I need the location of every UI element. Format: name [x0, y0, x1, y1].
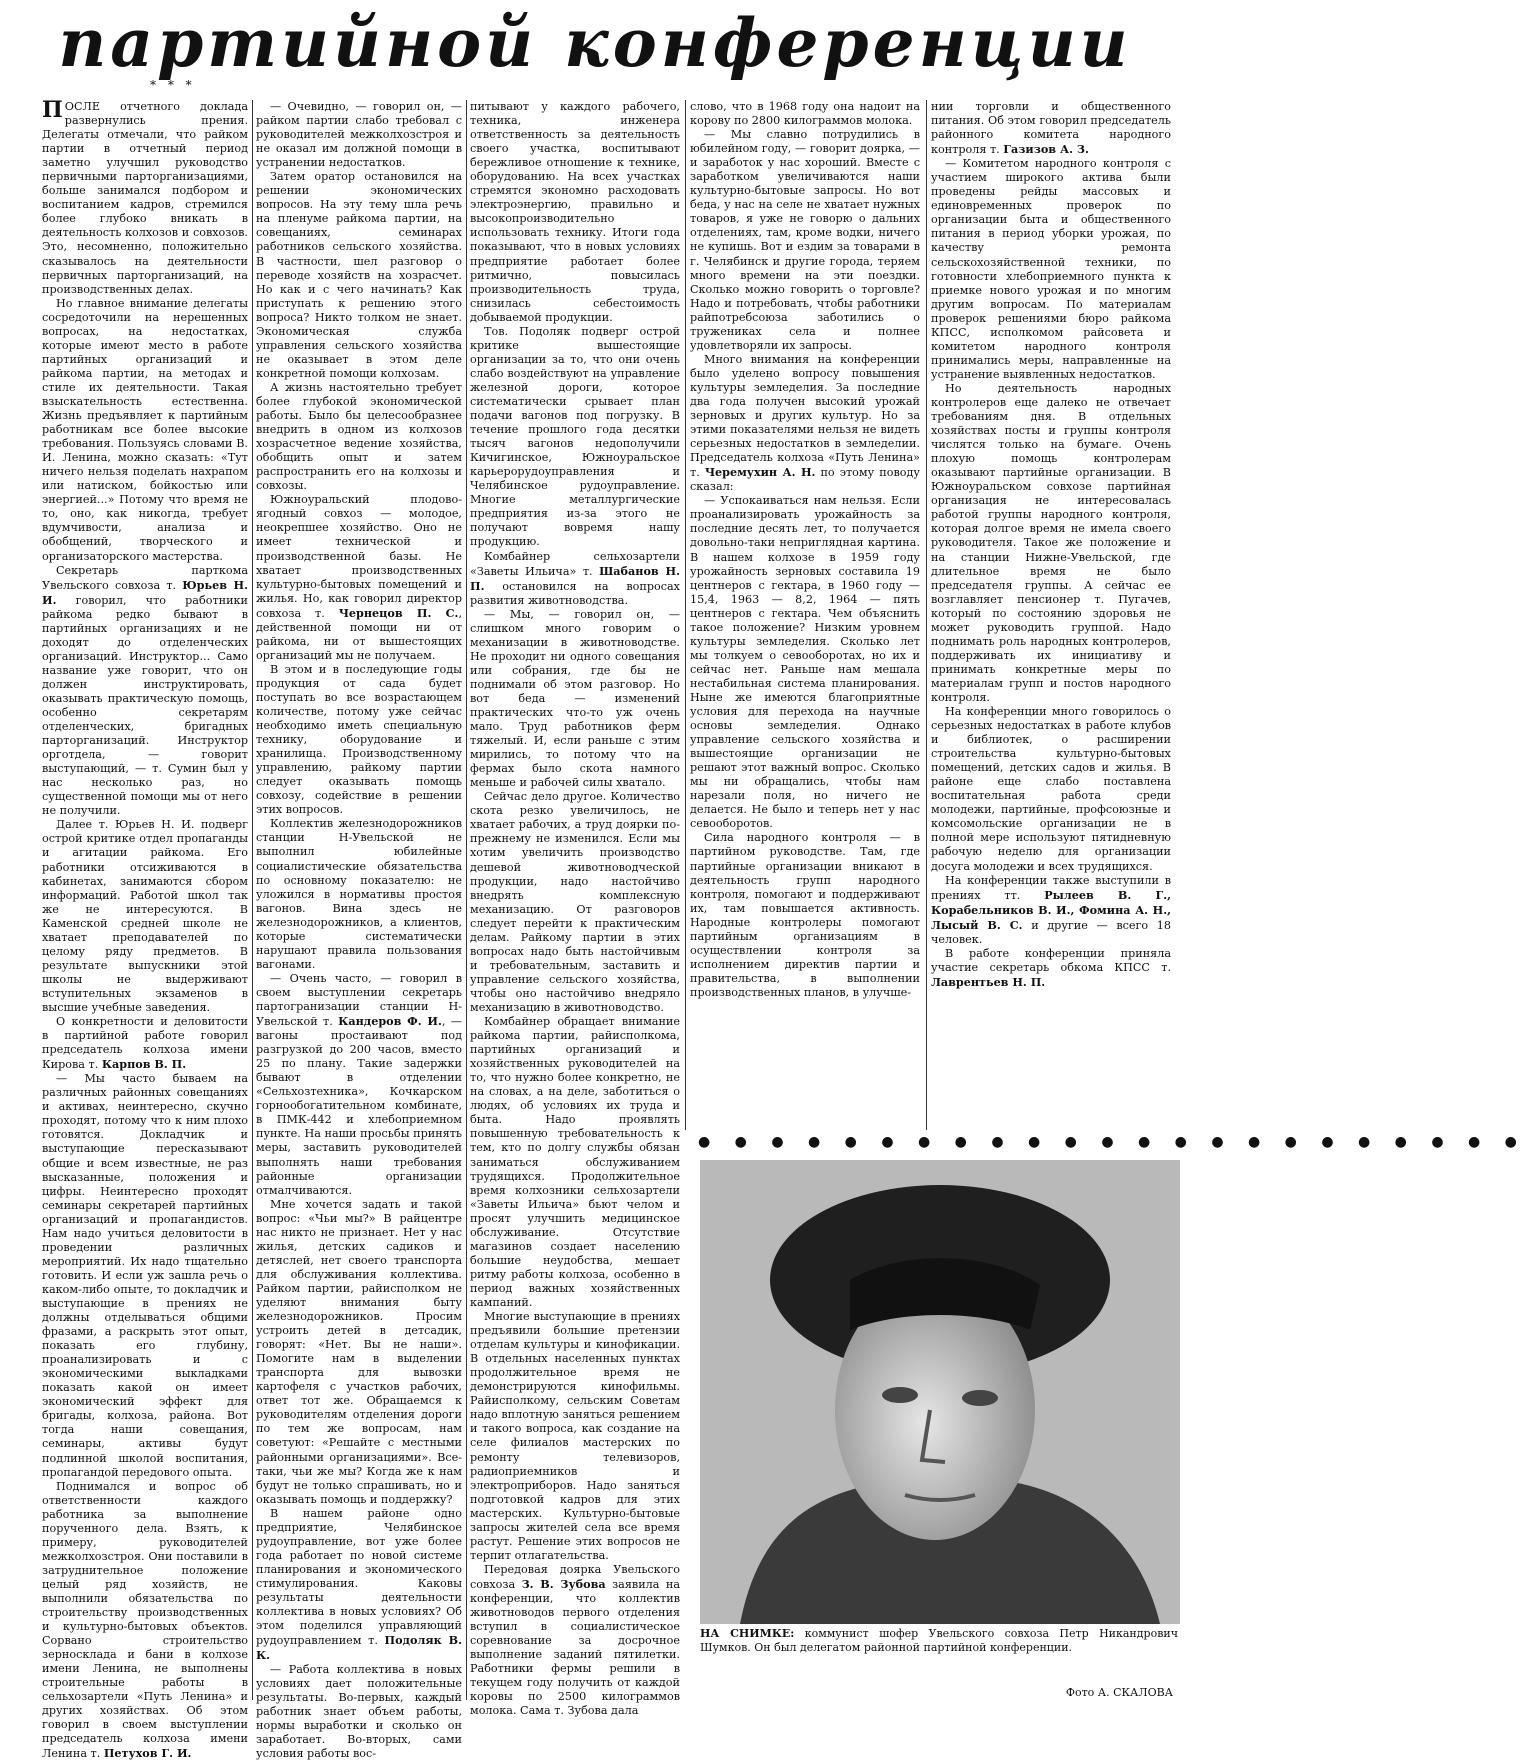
article-paragraph [470, 325, 680, 550]
article-paragraph [931, 874, 1171, 947]
article-paragraph [470, 550, 680, 608]
paragraph-text: Тов. Подоляк подверг острой критике вышестоящие организации за то, что они очень слабо воздействуют на управление железной дороги, которое систематически срывает план подачи вагонов под погрузку. В течение прошлого года десятки тысяч вагонов недополучили Кичигинское, Южноуральское карьерорудоуправления и Челябинское рудоуправление. Многие металлургические предприятия из-за этого не получают вовремя нашу продукцию. [470, 324, 680, 549]
article-paragraph [690, 831, 920, 1000]
paragraph-text: ОСЛЕ отчетного доклада развернулись прения. Делегаты отмечали, что райком партии в отчетный период заметно улучшил руководство первичными парторганизациями, больше занимался подбором и воспитанием кадров, стремился более глубоко вникать в деятельность колхозов и совхозов. Это, несомненно, положительно сказывалось на деятельности первичных парторганизаций, на производственных делах. [42, 100, 248, 296]
column-divider [466, 100, 467, 1700]
paragraph-text: Мне хочется задать и такой вопрос: «Чьи мы?» В райцентре нас никто не признает. Нет у нас жилья, детских садиков и детяслей, нет своего транспорта для обслуживания коллектива. Райком партии, райисполком не уделяют внимания быту железнодорожников. Просим устроить детей в детсадик, говорят: «Нет. Вы не наши». Помогите нам в выделении транспорта для вывозки картофеля с участков рабочих, ответ тот же. Обращаемся к руководителям отделения дороги по тем же вопросам, нам советуют: «Решайте с местными районными организациями». Все-таки, чьи же мы? Когда же к нам будут не только спрашивать, но и оказывать помощь и поддержку? [256, 1197, 462, 1506]
speaker-name: Лаврентьев Н. П. [931, 974, 1046, 989]
paragraph-text: по этому поводу сказал: [690, 466, 920, 494]
paragraph-text: Передовая доярка Увельского совхоза [470, 1562, 680, 1591]
speaker-name: Карпов В. П. [101, 1057, 187, 1072]
article-paragraph [42, 97, 248, 297]
article-paragraph [256, 972, 462, 1198]
article-paragraph [256, 663, 462, 818]
article-paragraph [931, 705, 1171, 874]
photo-credit: Фото А. СКАЛОВА [1065, 1686, 1173, 1699]
paragraph-text: Поднимался и вопрос об ответственности каждого работника за выполнение порученного дела. Взять, к примеру, руководителей межколхозстроя. Они поставили в затруднительное положение целый ряд хозяйств, не выполнили обязательства по строительству производственных и культурно-бытовых объектов. Сорвано строительство зерносклада и бани в колхозе имени Ленина, не выполнены строительные работы в сельхозартели «Путь Ленина» и других хозяйствах. Об этом говорил в своем выступлении председатель колхоза имени Ленина т. [42, 1479, 248, 1761]
article-paragraph [42, 1015, 248, 1072]
article-paragraph [256, 1198, 462, 1507]
speaker-name: Рылеев В. Г., Корабельников В. И., Фомина А. Н., Лысый В. С. [931, 887, 1171, 932]
paragraph-text: — Мы, — говорил он, — слишком много говорим о механизации в животноводстве. Не проходит ни одного совещания или собрания, где бы не поднимали об этом разговор. Но вот беда — изменений практических что-то уж очень мало. Труд работников ферм тяжелый. И, если раньше с этим мирились, то потому что на фермах было скота намного меньше и рабочей силы хватало. [470, 607, 680, 790]
speaker-name: Юрьев Н. И. [42, 577, 248, 607]
paragraph-text: Затем оратор остановился на решении экономических вопросов. На эту тему шла речь на пленуме райкома партии, на совещаниях, семинарах работников сельского хозяйства. В частности, шел разговор о переводе хозяйств на хозрасчет. Но как и с чего начинать? Как приступать к решению этого вопроса? Никто толком не знает. Экономическая служба управления сельского хозяйства не оказывает в этом деле конкретной помощи колхозам. [256, 170, 462, 380]
section-stars: * * * [150, 78, 196, 92]
paragraph-text: остановился на вопросах развития животноводства. [470, 579, 680, 607]
article-paragraph [42, 564, 248, 819]
article-paragraph [931, 382, 1171, 705]
article-paragraph [470, 1563, 680, 1719]
speaker-name: Черемухин А. Н. [704, 465, 816, 480]
speaker-name: Кандеров Ф. И. [338, 1014, 442, 1029]
paragraph-text: В работе конференции приняла участие секретарь обкома КПСС т. [931, 946, 1171, 974]
article-paragraph [256, 493, 462, 663]
paragraph-text: Но деятельность народных контролеров еще далеко не отвечает требованиям дня. В отдельных хозяйствах посты и группы контроля числятся только на бумаге. Очень плохую помощь контролерам оказывают партийные организации. В Южноуральском совхозе партийная организация не интересовалась работой группы народного контроля, которая долгое время не имела своего руководителя. Такое же положение и на станции Нижне-Увельской, где длительное время не было председателя группы. А сейчас ее возглавляет пенсионер т. Пугачев, который по состоянию здоровья не может руководить группой. Надо поднимать роль народных контролеров, поддерживать их инициативу и принимать конкретные меры по материалам групп и постов народного контроля. [931, 381, 1171, 704]
paragraph-text: — Мы славно потрудились в юбилейном году, — говорит доярка, — и заработок у нас хороший. Вместе с заработком увеличиваются наши культурно-бытовые запросы. Но вот беда, у нас на селе не хватает нужных товаров, я уже не говорю о дальних отделениях, там, кроме водки, ничего не купишь. Вот и ездим за товарами в г. Челябинск и другие города, теряем много времени на эти поездки. Сколько можно говорить о торговле? Надо и потребовать, чтобы работники райпотребсоюза заботились о тружениках села и полнее удовлетворяли их запросы. [690, 128, 920, 352]
paragraph-text: говорил, что работники райкома редко бывают в партийных организациях и не доходят до отделенческих организаций. Инструктор... Само название уже говорит, что он должен инструктировать, оказывать практическую помощь, особенно секретарям отделенческих, бригадных парторганизаций. Инструктор орготдела, — говорит выступающий, — т. Сумин был у нас несколько раз, но существенной помощи мы от него не получили. [42, 593, 248, 818]
speaker-name: Петухов Г. И. [103, 1746, 192, 1761]
paragraph-text: — Очень часто, — говорил в своем выступлении секретарь партогранизации станции Н-Увельской т. [256, 971, 462, 1029]
caption-text: коммунист шофер Увельского совхоза Петр Никандрович Шумков. Он был делегатом районной партийной конференции. [700, 1627, 1178, 1654]
paragraph-text: А жизнь настоятельно требует более глубокой экономической работы. Было бы целесообразнее внедрить в одном из колхозов хозрасчетное ведение хозяйства, обобщить опыт и затем распространить его на колхозы и совхозы. [256, 380, 462, 493]
article-paragraph [931, 100, 1171, 157]
article-paragraph [931, 947, 1171, 990]
paragraph-text: , — вагоны простаивают под разгрузкой до 200 часов, вместо 25 по плану. Такие задержки бывают в отделении «Сельхозтехника», Кочкарском горнообогатительном комбинате, в ПМК-442 и хлебоприемном пункте. На наши просьбы принять меры, заставить руководителей выполнять наши требования районные организации отмалчиваются. [256, 1015, 462, 1197]
speaker-name: З. В. Зубова [521, 1576, 606, 1591]
paragraph-text: — Мы часто бываем на различных районных совещаниях и активах, неинтересно, скучно проходят, потому что к ним плохо готовятся. Докладчик и выступающие пересказывают общие и всем известные, не раз высказанные, положения и цифры. Неинтересно проходят семинары секретарей партийных организаций и пропагандистов. Нам надо учиться деловитости в проведении различных мероприятий. Их надо тщательно готовить. И если уж зашла речь о каком-либо опыте, то докладчик и выступающие в прениях не должны отделываться общими фразами, а раскрыть этот опыт, показать его глубину, проанализировать и с экономическими выкладками показать какой он имеет экономический эффект для бригады, колхоза, района. Вот тогда наши совещания, семинары, активы будут подлинной школой воспитания, пропагандой передового опыта. [42, 1072, 248, 1479]
paragraph-text: На конференции также выступили в прениях тт. [931, 873, 1171, 902]
drop-cap: П [42, 97, 63, 123]
portrait-photo [700, 1160, 1180, 1624]
article-column-1 [42, 97, 248, 1761]
paragraph-text: О конкретности и деловитости в партийной работе говорил председатель колхоза имени Кирова т. [42, 1015, 248, 1072]
article-paragraph [690, 128, 920, 353]
article-paragraph [690, 100, 920, 128]
article-paragraph [256, 1507, 462, 1664]
speaker-name: Чернецов П. С. [338, 605, 459, 620]
paragraph-text: Но главное внимание делегаты сосредоточили на нерешенных вопросах, на недостатках, которые имеют место в работе партийных организаций и райкома партии, на методах и стиле их деятельности. Такая взыскательность естественна. Жизнь предъявляет к партийным работникам все более высокие требования. Пользуясь словами В. И. Ленина, можно сказать: «Тут ничего нельзя поделать нахрапом или натиском, бойкостью или энергией...» Потому что время не то, оно, как никогда, требует вдумчивости, анализа и обобщений, творческого и организаторского мастерства. [42, 296, 248, 563]
portrait-image [700, 1160, 1180, 1624]
article-paragraph [470, 1015, 680, 1310]
column-divider [252, 100, 253, 1700]
speaker-name: Шабанов Н. П. [470, 563, 680, 593]
article-column-5 [931, 100, 1171, 1130]
article-paragraph [42, 1072, 248, 1479]
article-paragraph [256, 100, 462, 170]
paragraph-text: питывают у каждого рабочего, техника, инженера ответственность за деятельность своего участка, воспитывают бережливое отношение к технике, оборудованию. На всех участках стремятся экономно расходовать электроэнергию, правильно и высокопроизводительно использовать технику. Итоги года показывают, что в новых условиях предприятие работает более ритмично, повысилась производительность труда, снизилась себестоимость добываемой продукции. [470, 100, 680, 324]
paragraph-text: В этом и в последующие годы продукция от сада будет поступать во все возрастающем количестве, потому уже сейчас необходимо иметь специальную технику, оборудование и хранилища. Производственному управлению, райкому партии следует оказывать помощь совхозу, содействие в решении этих вопросов. [256, 662, 462, 817]
article-column-2 [256, 100, 462, 1761]
paragraph-text: — Работа коллектива в новых условиях дает положительные результаты. Во-первых, каждый работник знает объем работы, нормы выработки и сколько он заработает. Во-вторых, сами условия работы вос- [256, 1663, 462, 1761]
paragraph-text: и другие — всего 18 человек. [931, 918, 1171, 946]
paragraph-text: Сейчас дело другое. Количество скота резко увеличилось, не хватает рабочих, а труд доярки по-прежнему не изменился. Если мы хотим увеличить производство дешевой животноводческой продукции, надо настойчиво внедрять комплексную механизацию. От разговоров следует перейти к практическим делам. Райкому партии в этих вопросах надо быть настойчивым и требовательным, заставить и управление сельского хозяйства, чтобы оно настойчиво внедряло механизацию в животноводство. [470, 790, 680, 1014]
paragraph-text: нии торговли и общественного питания. Об этом говорил председатель районного комитета народного контроля т. [931, 100, 1171, 157]
article-paragraph [690, 494, 920, 831]
article-paragraph [931, 157, 1171, 382]
paragraph-text: Коллектив железнодорожников станции Н-Увельской не выполнил юбилейные социалистические обязательства по основному показателю: не уложился в нормативы простоя вагонов. Вина здесь не железнодорожников, а клиентов, которые систематически нарушают правила пользования вагонами. [256, 817, 462, 971]
column-divider [926, 100, 927, 1130]
article-paragraph [470, 100, 680, 325]
article-paragraph [256, 170, 462, 381]
photo-caption [700, 1627, 1178, 1655]
paragraph-text: Многие выступающие в прениях предъявили большие претензии отделам культуры и кинофикации. В отдельных населенных пунктах продолжительное время не демонстрируются кинофильмы. Райисполкому, сельским Советам надо вплотную заняться решением и такого вопроса, как создание на селе филиалов мастерских по ремонту телевизоров, радиоприемников и электроприборов. Надо заняться подготовкой кадров для этих мастерских. Культурно-бытовые запросы жителей села все время растут. Решение этих вопросов не терпит отлагательства. [470, 1310, 680, 1562]
speaker-name: Подоляк В. К. [256, 1633, 462, 1663]
article-paragraph [256, 1663, 462, 1761]
paragraph-text: В нашем районе одно предприятие, Челябинское рудоуправление, вот уже более года работает по новой системе планирования и экономического стимулирования. Каковы результаты деятельности коллектива в новых условиях? Об этом поделился управляющий рудоуправлением т. [256, 1506, 462, 1648]
article-column-3 [470, 100, 680, 1718]
paragraph-text: Секретарь парткома Увельского совхоза т. [42, 563, 248, 592]
article-paragraph [42, 818, 248, 1015]
paragraph-text: Сила народного контроля — в партийном руководстве. Там, где партийные организации вникают в деятельность групп народного контроля, помогают и поддерживают их, там повышается активность. Народные контролеры помогают партийным организациям в осуществлении контроля за исполнением директив партии и правительства, в выполнении производственных планов, в улучше- [690, 831, 920, 999]
article-paragraph [256, 381, 462, 493]
speaker-name: Газизов А. З. [1003, 142, 1089, 157]
article-paragraph [42, 297, 248, 564]
paragraph-text: слово, что в 1968 году она надоит на корову по 2800 килограммов молока. [690, 100, 920, 128]
article-paragraph [470, 608, 680, 791]
paragraph-text: Много внимания на конференции было уделено вопросу повышения культуры земледелия. За последние два года получен высокий урожай зерновых и других культур. Но за этими показателями нельзя не видеть серьезных недостатков в земледелии. Председатель колхоза «Путь Ленина» т. [690, 352, 920, 480]
article-paragraph [690, 353, 920, 494]
caption-lead: НА СНИМКЕ: [700, 1627, 795, 1640]
decorative-dots-separator: ● ● ● ● ● ● ● ● ● ● ● ● ● ● ● ● ● ● ● ● ● ● ● [698, 1134, 1527, 1150]
article-column-4 [690, 100, 920, 1130]
paragraph-text: Южноуральский плодово-ягодный совхоз — молодое, неокрепшее хозяйство. Оно не имеет технической и производственной базы. Не хватает производственных культурно-бытовых помещений и жилья. Но, как говорил директор совхоза т. [256, 493, 462, 620]
paragraph-text: , действенной помощи ни от райкома, ни от вышестоящих организаций мы не получаем. [256, 606, 462, 662]
article-paragraph [470, 790, 680, 1015]
page-headline: партийной конференции [58, 4, 1132, 82]
article-paragraph [42, 1480, 248, 1762]
paragraph-text: заявила на конференции, что коллектив животноводов первого отделения вступил в социалистическое соревнование за досрочное выполнение заданий пятилетки. Работники фермы решили в текущем году получить от каждой коровы по 2500 килограммов молока. Сама т. Зубова дала [470, 1577, 680, 1718]
paragraph-text: — Успокаиваться нам нельзя. Если проанализировать урожайность за последние десять лет, то получается довольно-таки неприглядная картина. В нашем колхозе в 1959 году урожайность зерновых составила 19 центнеров с гектара, в 1960 году — 15,4, 1963 — 8,2, 1964 — пять центнеров с гектара. Чем объяснить такое положение? Низким уровнем культуры земледелия. Сколько лет мы толкуем о севооборотах, но их и сейчас нет. Раньше нам мешала нестабильная система планирования. Ныне же имеются благоприятные условия для перехода на научные основы земледелия. Однако управление сельского хозяйства и вышестоящие организации не решают этот важный вопрос. Сколько мы ни обращались, чтобы нам нарезали поля, но ничего не делается. Не было и теперь нет у нас севооборотов. [690, 494, 920, 831]
paragraph-text: На конференции много говорилось о серьезных недостатках в работе клубов и библиотек, о расширении строительства культурно-бытовых помещений, детских садов и жилья. В районе еще слабо поставлена воспитательная работа среди молодежи, партийные, профсоюзные и комсомольские организации не в полной мере используют пятидневную рабочую неделю для организации досуга молодежи и всех трудящихся. [931, 705, 1171, 873]
column-divider [685, 100, 686, 1130]
paragraph-text: — Комитетом народного контроля с участием широкого актива были проведены рейды массовых и единовременных проверок по организации быта и общественного питания в период уборки урожая, по качеству ремонта сельскохозяйственной техники, по готовности хлебоприемного пункта к приемке нового урожая и по многим другим вопросам. По материалам проверок решениями бюро райкома КПСС, исполкомом райсовета и комитетом народного контроля принимались меры, направленные на устранение выявленных недостатков. [931, 157, 1171, 381]
paragraph-text: — Очевидно, — говорил он, — райком партии слабо требовал с руководителей межколхозстроя и не оказал им должной помощи в устранении недостатков. [256, 100, 462, 170]
article-paragraph [256, 817, 462, 972]
paragraph-text: Комбайнер обращает внимание райкома партии, райисполкома, партийных организаций и хозяйственных руководителей на то, что нужно более конкретно, не на словах, а на деле, заботиться о людях, об условиях их труда и быта. Надо проявлять повышенную требовательность к тем, кто по долгу службы обязан заниматься обслуживанием трудящихся. Продолжительное время колхозники сельхозартели «Заветы Ильича» бьют челом и просят улучшить медицинское обслуживание. Отсутствие магазинов создает населению большие неудобства, мешает ритму работы колхоза, особенно в период важных хозяйственных кампаний. [470, 1015, 680, 1309]
article-paragraph [470, 1310, 680, 1563]
paragraph-text: Комбайнер сельхозартели «Заветы Ильича» т. [470, 549, 680, 578]
paragraph-text: Далее т. Юрьев Н. И. подверг острой критике отдел пропаганды и агитации райкома. Его работники отсиживаются в кабинетах, занимаются сбором информаций. Работой школ так же не интересуются. В Каменской средней школе не хватает преподавателей по целому ряду предметов. В результате выпускники этой школы не выдерживают вступительных экзаменов в высшие учебные заведения. [42, 818, 248, 1014]
